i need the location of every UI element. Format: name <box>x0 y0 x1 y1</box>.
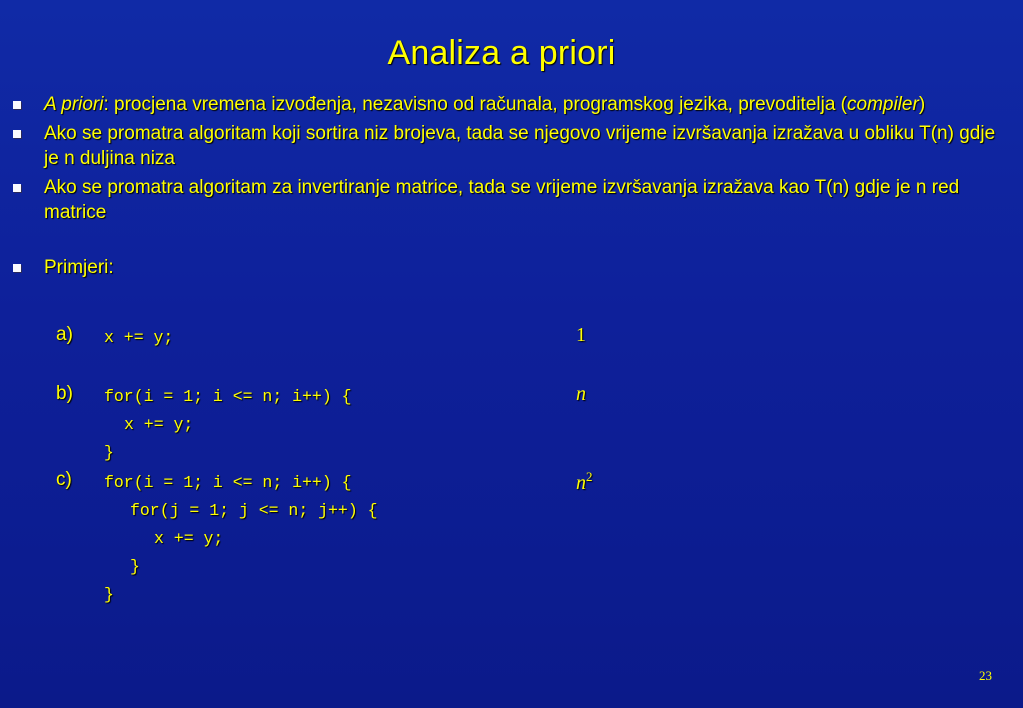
example-label-b: b) <box>56 383 73 404</box>
code-line: x += y; <box>124 415 194 434</box>
slide-title: Analiza a priori <box>387 34 616 72</box>
code-line: x += y; <box>104 328 174 347</box>
complexity-a: 1 <box>576 324 586 346</box>
code-line: } <box>130 557 140 576</box>
bullet-matrix <box>10 175 1010 225</box>
code-line: x += y; <box>154 529 224 548</box>
square-bullet-icon <box>13 130 21 138</box>
complexity-c <box>576 469 593 495</box>
term-a-priori: A priori <box>44 94 104 115</box>
complexity-base: n <box>576 472 586 494</box>
bullet-text: Ako se promatra algoritam koji sortira niz brojeva, tada se njegovo vrijeme izvršavanja izražava u obliku T(n) gdje je n duljina niza <box>44 123 996 169</box>
bullet-sorting <box>10 121 1010 171</box>
bullet-list <box>10 92 1010 280</box>
code-line: for(j = 1; j <= n; j++) { <box>130 501 378 520</box>
bullet-examples <box>10 255 1010 280</box>
square-bullet-icon <box>13 101 21 109</box>
complexity-exponent: 2 <box>586 469 593 484</box>
bullet-a-priori <box>10 92 1010 117</box>
bullet-text-end: ) <box>918 94 926 115</box>
page-number: 23 <box>979 668 992 683</box>
term-compiler: compiler <box>847 94 919 115</box>
square-bullet-icon <box>13 184 21 192</box>
bullet-text: Ako se promatra algoritam za invertiranje matrice, tada se vrijeme izvršavanja izražava kao T(n) gdje je n red matrice <box>44 177 960 223</box>
example-label-c: c) <box>56 469 72 490</box>
code-line: for(i = 1; i <= n; i++) { <box>104 387 352 406</box>
bullet-text: Primjeri: <box>44 257 114 278</box>
bullet-text: : procjena vremena izvođenja, nezavisno od računala, programskog jezika, prevoditelja ( <box>103 94 847 115</box>
code-line: } <box>104 585 114 604</box>
code-line: for(i = 1; i <= n; i++) { <box>104 473 352 492</box>
example-label-a: a) <box>56 324 73 345</box>
code-line: } <box>104 443 114 462</box>
complexity-b: n <box>576 383 586 405</box>
square-bullet-icon <box>13 264 21 272</box>
